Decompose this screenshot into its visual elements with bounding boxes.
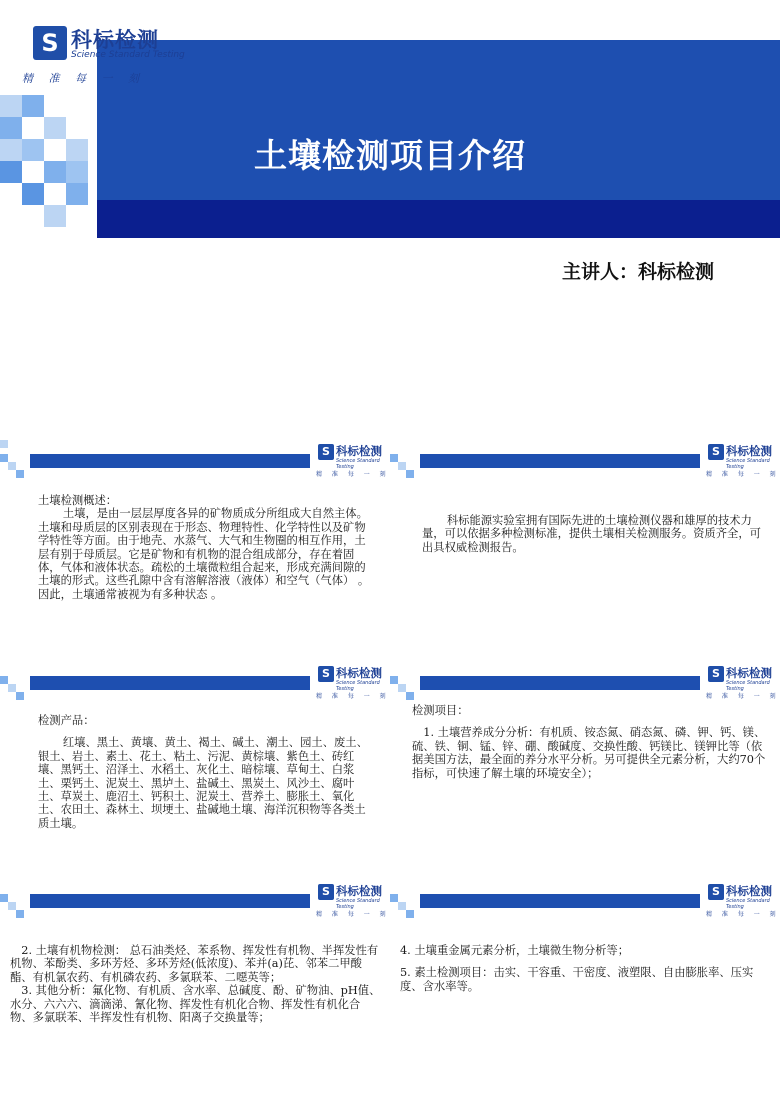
logo-name: 科标检测 [726, 444, 772, 458]
slide-body [38, 494, 372, 601]
deco-square [16, 910, 24, 918]
slide-lab [390, 440, 780, 660]
header-bar [30, 454, 310, 468]
deco-square [16, 470, 24, 478]
title-band-dark [97, 200, 780, 238]
deco-square [406, 692, 414, 700]
slide-header [390, 440, 780, 500]
slide-header [0, 440, 390, 500]
slide-items [390, 662, 780, 882]
slide-body [412, 704, 768, 780]
organic-item2: 2. 土壤有机物检测： 总石油类烃、苯系物、挥发性有机物、半挥发性有机物、苯酚类、多环芳烃、多环芳烃(低浓度)、苯并(a)芘、邻苯二甲酸酯、有机氯农药、有机磷农药、多氯联苯、二噁英等； [10, 944, 379, 984]
logo-icon: S [708, 666, 724, 682]
logo-name: 科标检测 [336, 444, 382, 458]
slide-body [400, 944, 768, 993]
deco-square [0, 894, 8, 902]
logo-icon: S [708, 884, 724, 900]
logo-english: Science Standard Testing [71, 50, 185, 60]
title-slide [0, 0, 780, 400]
deco-square [44, 205, 66, 227]
products-text: 红壤、黑土、黄壤、黄土、褐土、碱土、潮土、园土、废土、银土、岩土、素土、花土、粘土、污泥、黄棕壤、紫色土、砖红壤、黑钙土、沼泽土、水稻土、灰化土、暗棕壤、草甸土、白浆土、栗钙土、泥炭土、黑垆土、盐碱土、黑炭土、风沙土、腐叶土、草炭土、鹿沼土、钙积土、泥炭土、营养土、膨胀土、氧化土、农田土、森林土、坝埂土、盐碱地土壤、海洋沉积物等各类土质土壤。 [38, 736, 368, 830]
header-bar [30, 676, 310, 690]
deco-square [390, 454, 398, 462]
items-heading: 检测项目： [412, 704, 469, 717]
products-heading: 检测产品： [38, 714, 95, 727]
deco-square [22, 95, 44, 117]
logo-english: Science Standard Testing [336, 680, 380, 692]
deco-square [0, 440, 8, 448]
logo-slogan: 精 准 每 一 刻 [316, 911, 390, 918]
slide-overview [0, 440, 390, 660]
deco-square [406, 910, 414, 918]
deco-square [398, 462, 406, 470]
deco-square [406, 470, 414, 478]
logo-slogan: 精 准 每 一 刻 [706, 911, 780, 918]
logo-slogan: 精 准 每 一 刻 [706, 693, 780, 700]
metals-item5: 5. 素土检测项目：击实、干容重、干密度、液塑限、自由膨胀率、压实度、含水率等。 [400, 966, 754, 993]
logo-icon: S [318, 884, 334, 900]
slide-body [10, 944, 382, 1024]
deco-square [8, 684, 16, 692]
overview-heading: 土壤检测概述： [38, 494, 118, 507]
deco-square [390, 894, 398, 902]
deco-square [16, 692, 24, 700]
logo-name: 科标检测 [336, 666, 382, 680]
logo-english: Science Standard Testing [336, 898, 380, 910]
logo-english: Science Standard Testing [726, 680, 770, 692]
logo-slogan: 精 准 每 一 刻 [316, 693, 390, 700]
logo-slogan: 精 准 每 一 刻 [22, 72, 145, 85]
slide-header [0, 662, 390, 722]
deco-square [8, 462, 16, 470]
logo-slogan: 精 准 每 一 刻 [316, 471, 390, 478]
header-bar [420, 676, 700, 690]
deco-square [8, 902, 16, 910]
logo-icon: S [318, 666, 334, 682]
deco-square [398, 684, 406, 692]
deco-square [0, 676, 8, 684]
logo-icon: S [33, 26, 67, 60]
deco-square [398, 902, 406, 910]
items-text: 1. 土壤营养成分分析：有机质、铵态氮、硝态氮、磷、钾、钙、镁、硫、铁、铜、锰、锌、硼、酸碱度、交换性酸、钙镁比、镁钾比等（依据美国方法，最全面的养分水平分析。另可提供全元素分析，大约70个指标，可快速了解土壤的环境安全）； [412, 726, 766, 780]
logo-name: 科标检测 [726, 884, 772, 898]
logo-english: Science Standard Testing [726, 898, 770, 910]
slide-organic [0, 880, 390, 1100]
logo-slogan: 精 准 每 一 刻 [706, 471, 780, 478]
deco-square [390, 676, 398, 684]
organic-item3: 3. 其他分析：氟化物、有机质、含水率、总碱度、酚、矿物油、pH值、水分、六六六、滴滴涕、氰化物、挥发性有机化合物、挥发性有机化合物、多氯联苯、半挥发性有机物、阳离子交换量等； [10, 984, 381, 1025]
header-bar [420, 894, 700, 908]
header-bar [420, 454, 700, 468]
logo-icon: S [318, 444, 334, 460]
deco-square [66, 183, 88, 205]
logo-english: Science Standard Testing [336, 458, 380, 470]
logo-name: 科标检测 [726, 666, 772, 680]
slide-products [0, 662, 390, 882]
slide-body [38, 714, 372, 830]
header-bar [30, 894, 310, 908]
slide-header [0, 880, 390, 940]
deco-square [0, 454, 8, 462]
slide-body [422, 514, 768, 554]
slide-header [390, 880, 780, 940]
deco-square [0, 95, 22, 117]
overview-text: 土壤，是由一层层厚度各异的矿物质成分所组成大自然主体。土壤和母质层的区别表现在于形态、物理特性、化学特性以及矿物学特性等方面。由于地壳、水蒸气、大气和生物圈的相互作用，土层有别于母质层。它是矿物和有机物的混合组成部分，存在着固体，气体和液体状态。疏松的土壤微粒组合起来，形成充满间隙的土壤的形式。这些孔隙中含有溶解溶液（液体）和空气（气体） 。因此，土壤通常被视为有多种状态 。 [38, 507, 370, 601]
lab-text: 科标能源实验室拥有国际先进的土壤检测仪器和雄厚的技术力量，可以依据多种检测标准，提供土壤相关检测服务。资质齐全，可出具权威检测报告。 [422, 514, 761, 554]
logo-icon: S [708, 444, 724, 460]
logo-name: 科标检测 [71, 28, 159, 52]
page-title: 土壤检测项目介绍 [254, 136, 526, 175]
logo-english: Science Standard Testing [726, 458, 770, 470]
logo-name: 科标检测 [336, 884, 382, 898]
presenter: 主讲人：科标检测 [561, 261, 714, 283]
metals-item4: 4. 土壤重金属元素分析，土壤微生物分析等； [400, 944, 630, 957]
deco-square [22, 183, 44, 205]
slide-metals [390, 880, 780, 1100]
